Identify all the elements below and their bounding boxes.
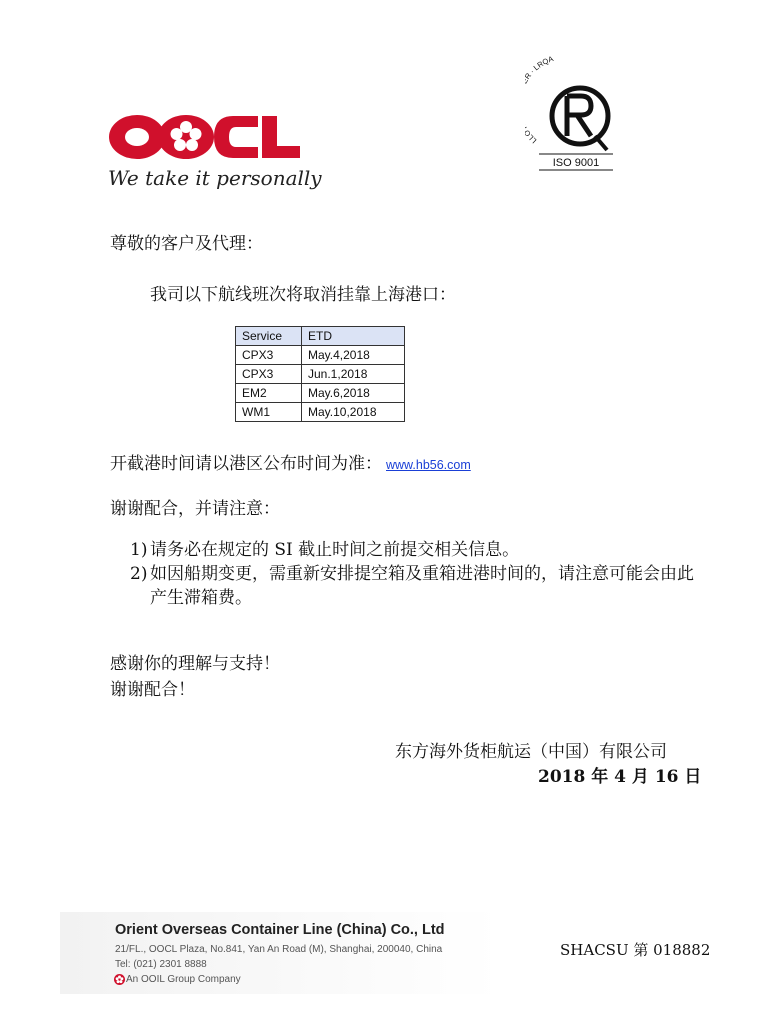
closing-thanks: 感谢你的理解与支持！: [110, 654, 280, 674]
reference-number: SHACSU 第 018882: [560, 941, 711, 959]
letter-date: 2018 年 4 月 16 日: [538, 767, 702, 787]
lrqa-r-mark-icon: [552, 88, 608, 150]
etd-cell: May.6,2018: [302, 384, 405, 403]
etd-cell: May.4,2018: [302, 346, 405, 365]
lrqa-certification-badge: [525, 48, 625, 178]
footer-address: 21/FL., OOCL Plaza, No.841, Yan An Road (M), Shanghai, 200040, China: [115, 944, 443, 955]
signatory-company: 东方海外货柜航运（中国）有限公司: [395, 742, 667, 762]
footer-telephone: Tel: (021) 2301 8888: [115, 959, 207, 970]
oocl-flower-icon: [114, 974, 125, 985]
company-footer: [60, 912, 500, 994]
oocl-logo: [108, 108, 338, 198]
service-schedule-table: [235, 326, 405, 422]
notes-intro: 谢谢配合，并请注意：: [110, 499, 280, 519]
cutoff-notice: [110, 452, 471, 477]
list-item: [130, 538, 698, 562]
table-row: [236, 346, 405, 365]
list-item: [130, 562, 698, 610]
service-cell: CPX3: [236, 365, 302, 384]
column-header-etd: ETD: [302, 327, 405, 346]
iso-label: ISO 9001: [552, 157, 600, 169]
lrqa-ring-text: LL · LRQA: [525, 54, 555, 146]
footer-company-name: Orient Overseas Container Line (China) Co., Ltd: [115, 922, 445, 938]
table-row: [236, 365, 405, 384]
cutoff-text: 开截港时间请以港区公布时间为准：: [110, 454, 382, 474]
note-text: 请务必在规定的 SI 截止时间之前提交相关信息。: [150, 540, 520, 560]
footer-group-note: An OOIL Group Company: [126, 974, 241, 985]
note-number: 1): [130, 540, 148, 560]
greeting: 尊敬的客户及代理：: [110, 234, 263, 254]
note-number: 2): [130, 564, 148, 584]
hb56-link[interactable]: www.hb56.com: [386, 458, 471, 472]
table-header-row: [236, 327, 405, 346]
notes-list: [130, 538, 698, 610]
service-cell: EM2: [236, 384, 302, 403]
intro-paragraph: 我司以下航线班次将取消挂靠上海港口：: [150, 285, 456, 305]
table-row: [236, 384, 405, 403]
etd-cell: May.10,2018: [302, 403, 405, 422]
service-cell: WM1: [236, 403, 302, 422]
service-cell: CPX3: [236, 346, 302, 365]
table-row: [236, 403, 405, 422]
note-text: 如因船期变更，需重新安排提空箱及重箱进港时间的，请注意可能会由此产生滞箱费。: [150, 564, 694, 608]
closing-cooperation: 谢谢配合！: [110, 680, 195, 700]
brand-tagline: We take it personally: [108, 166, 322, 190]
lrqa-badge-graphic: [525, 48, 625, 178]
column-header-service: Service: [236, 327, 302, 346]
etd-cell: Jun.1,2018: [302, 365, 405, 384]
oocl-logo-mark: [108, 108, 303, 166]
